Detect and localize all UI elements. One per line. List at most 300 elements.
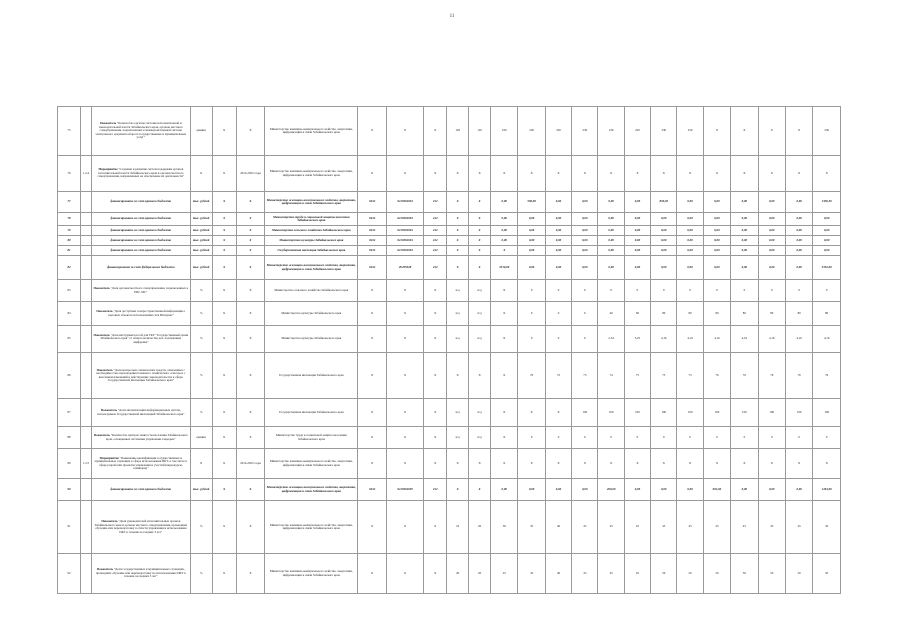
value-cell: 0 bbox=[731, 280, 758, 302]
value-cell: 0,00 bbox=[703, 256, 730, 280]
value-cell: 100 bbox=[703, 399, 730, 427]
value-cell: н/д bbox=[447, 399, 469, 427]
value-cell: Х bbox=[447, 479, 469, 501]
value-cell: Х bbox=[424, 399, 447, 427]
row-number: 87 bbox=[58, 399, 81, 427]
value-cell: 45 bbox=[624, 554, 650, 594]
value-cell: Х bbox=[469, 449, 491, 479]
value-cell: 76 bbox=[758, 353, 785, 399]
value-cell: 0,00 bbox=[545, 213, 571, 226]
value-cell: 242 bbox=[424, 226, 447, 236]
value-cell: 0,00 bbox=[624, 213, 650, 226]
table-row bbox=[58, 192, 841, 213]
value-cell: Х bbox=[491, 427, 518, 449]
value-cell: 0 bbox=[624, 280, 650, 302]
value-cell: 0,00 bbox=[731, 213, 758, 226]
value-cell: 0,00 bbox=[624, 256, 650, 280]
value-cell: 0,00 bbox=[518, 256, 545, 280]
row-name-text: "Доля автоматизации информационных систем, используемых Государственной инспекцией Забайкальского края" bbox=[97, 408, 185, 416]
table-row bbox=[58, 236, 841, 246]
row-name-label: Мероприятие bbox=[98, 167, 118, 172]
row-name bbox=[91, 107, 190, 156]
cell-x: Х bbox=[212, 226, 236, 236]
table-row bbox=[58, 246, 841, 256]
value-cell: Х bbox=[677, 449, 703, 479]
value-cell: Х bbox=[731, 449, 758, 479]
value-cell: Х bbox=[469, 256, 491, 280]
value-cell: 0,00 bbox=[491, 213, 518, 226]
value-cell: Х bbox=[545, 449, 571, 479]
value-cell: 45 bbox=[813, 501, 841, 554]
value-cell: Х bbox=[386, 326, 423, 353]
value-cell: 0,00 bbox=[758, 236, 785, 246]
row-code bbox=[81, 256, 92, 280]
value-cell: 230 bbox=[651, 107, 677, 156]
value-cell: 0,00 bbox=[651, 246, 677, 256]
period-cell: 2014-2025 годы bbox=[236, 449, 265, 479]
value-cell: 0 bbox=[731, 427, 758, 449]
value-cell: 0,00 bbox=[518, 236, 545, 246]
page-number: 11 bbox=[449, 14, 455, 19]
value-cell: 0,00 bbox=[545, 256, 571, 280]
row-code bbox=[81, 107, 92, 156]
row-name-text: "Создание и развитие систем поддержки органов исполнительной власти Забайкальского края и органов местного самоуправления, направленных на обеспечение их деятельности" bbox=[97, 167, 185, 179]
unit-cell: тыс. рублей bbox=[190, 479, 212, 501]
value-cell: Х bbox=[598, 156, 624, 192]
value-cell: 4,16 bbox=[651, 326, 677, 353]
value-cell: Х bbox=[469, 479, 491, 501]
value-cell: 45 bbox=[703, 501, 730, 554]
unit-cell: % bbox=[190, 302, 212, 326]
value-cell: 0,00 bbox=[572, 213, 598, 226]
row-name bbox=[91, 156, 190, 192]
value-cell: 0,00 bbox=[624, 192, 650, 213]
value-cell: 0,00 bbox=[651, 479, 677, 501]
value-cell: Х bbox=[386, 156, 423, 192]
row-name-label: финансирование за счет краевого бюджета bbox=[110, 216, 172, 221]
value-cell: н/д bbox=[469, 427, 491, 449]
row-name-label: Показатель bbox=[93, 433, 110, 437]
value-cell: 242 bbox=[424, 213, 447, 226]
table-row bbox=[58, 280, 841, 302]
value-cell: Х bbox=[469, 156, 491, 192]
value-cell: Х bbox=[358, 107, 387, 156]
value-cell: 50 bbox=[758, 554, 785, 594]
row-name-text: "Доля доступных геопространственной информации о торговых объектах использования сети Интернет" bbox=[107, 309, 186, 317]
row-name-label: Мероприятие bbox=[99, 455, 119, 460]
value-cell: 0434 bbox=[358, 479, 387, 501]
value-cell: н/д bbox=[447, 280, 469, 302]
row-name-text: "Количество центров занятости населения Забайкальского края, оснащенных системами управления очередью" bbox=[106, 433, 188, 441]
value-cell: 0,00 bbox=[572, 192, 598, 213]
period-cell: Х bbox=[236, 479, 265, 501]
responsible-org: Государственная инспекция Забайкальского края bbox=[265, 353, 358, 399]
table-row bbox=[58, 501, 841, 554]
row-name-label: Показатель bbox=[96, 309, 113, 313]
value-cell: 0,00 bbox=[598, 246, 624, 256]
value-cell: Х bbox=[545, 156, 571, 192]
table-row bbox=[58, 107, 841, 156]
row-name bbox=[91, 501, 190, 554]
period-cell: Х bbox=[236, 236, 265, 246]
row-number: 81 bbox=[58, 246, 81, 256]
value-cell: Х bbox=[624, 449, 650, 479]
value-cell: 500,00 bbox=[518, 192, 545, 213]
value-cell: Х bbox=[358, 554, 387, 594]
value-cell: 2,54 bbox=[598, 326, 624, 353]
value-cell: 0,00 bbox=[785, 236, 812, 246]
value-cell: 100 bbox=[785, 399, 812, 427]
value-cell: Х bbox=[813, 449, 841, 479]
period-cell: 2014-2025 годы bbox=[236, 156, 265, 192]
row-name-label: Показатель bbox=[93, 332, 110, 337]
period-cell: Х bbox=[236, 226, 265, 236]
unit-cell: тыс. рублей bbox=[190, 192, 212, 213]
row-code bbox=[81, 501, 92, 554]
value-cell: 40 bbox=[545, 501, 571, 554]
value-cell: Х bbox=[572, 449, 598, 479]
row-code bbox=[81, 326, 92, 353]
value-cell: 75 bbox=[677, 353, 703, 399]
value-cell: Х bbox=[386, 353, 423, 399]
value-cell: 0,00 bbox=[545, 246, 571, 256]
value-cell: 0 bbox=[813, 280, 841, 302]
value-cell: 45 bbox=[677, 501, 703, 554]
row-name bbox=[91, 302, 190, 326]
program-table bbox=[57, 106, 841, 594]
value-cell: 0434 bbox=[358, 226, 387, 236]
value-cell: 35 bbox=[518, 501, 545, 554]
value-cell: 0 bbox=[703, 427, 730, 449]
value-cell: 0,00 bbox=[785, 256, 812, 280]
value-cell: 0,00 bbox=[731, 226, 758, 236]
row-name-label: финансирование за счет краевого бюджета bbox=[110, 486, 172, 491]
cell-x: Х bbox=[212, 427, 236, 449]
value-cell: 80 bbox=[703, 302, 730, 326]
row-code bbox=[81, 246, 92, 256]
value-cell: 0,00 bbox=[813, 236, 841, 246]
value-cell: н/д bbox=[469, 280, 491, 302]
responsible-org: Министерство жилищно-коммунального хозйства, энергетики, цифровизации и связи Забайкальского края bbox=[265, 479, 358, 501]
value-cell: Х bbox=[358, 427, 387, 449]
value-cell: 0,00 bbox=[572, 256, 598, 280]
value-cell: 230 bbox=[677, 107, 703, 156]
value-cell: 0 bbox=[651, 427, 677, 449]
value-cell: Х bbox=[491, 280, 518, 302]
value-cell: Х bbox=[518, 156, 545, 192]
value-cell: Х bbox=[358, 399, 387, 427]
value-cell: Х bbox=[469, 192, 491, 213]
value-cell: Х bbox=[651, 156, 677, 192]
period-cell: Х bbox=[236, 302, 265, 326]
period-cell: Х bbox=[236, 554, 265, 594]
row-number: 89 bbox=[58, 449, 81, 479]
value-cell: 220 bbox=[518, 107, 545, 156]
value-cell: 0 bbox=[758, 427, 785, 449]
value-cell: 0,00 bbox=[703, 236, 730, 246]
row-name-label: финансирование за счет краевого бюджета bbox=[110, 247, 172, 252]
responsible-org: Министерство жилищно-коммунального хозйства, энергетики, цифровизации и связи Забайкальского края bbox=[265, 501, 358, 554]
value-cell: 0 bbox=[677, 427, 703, 449]
unit-cell: Х bbox=[190, 156, 212, 192]
row-code bbox=[81, 236, 92, 246]
value-cell: 0,00 bbox=[651, 236, 677, 246]
responsible-org: Министерство культуры Забайкальского края bbox=[265, 326, 358, 353]
unit-cell: единиц bbox=[190, 107, 212, 156]
responsible-org: Министерство жилищно-коммунального хозйства, энергетики, цифровизации и связи Забайкальского края bbox=[265, 107, 358, 156]
value-cell: 100 bbox=[758, 399, 785, 427]
value-cell: 50 bbox=[651, 554, 677, 594]
value-cell: 74 bbox=[598, 353, 624, 399]
value-cell: 50 bbox=[703, 554, 730, 594]
value-cell: 120 bbox=[447, 107, 469, 156]
value-cell: 0,00 bbox=[545, 226, 571, 236]
value-cell: 4,16 bbox=[813, 326, 841, 353]
value-cell: 0410304904 bbox=[386, 226, 423, 236]
cell-x: Х bbox=[212, 280, 236, 302]
value-cell: Х bbox=[572, 156, 598, 192]
value-cell: 0 bbox=[703, 280, 730, 302]
value-cell: 0,00 bbox=[731, 479, 758, 501]
value-cell: Х bbox=[386, 280, 423, 302]
row-name bbox=[91, 554, 190, 594]
row-code bbox=[81, 302, 92, 326]
value-cell: Х bbox=[447, 353, 469, 399]
period-cell: Х bbox=[236, 399, 265, 427]
value-cell: Х bbox=[785, 449, 812, 479]
row-name bbox=[91, 449, 190, 479]
unit-cell: единиц bbox=[190, 427, 212, 449]
value-cell: 0 bbox=[518, 302, 545, 326]
value-cell: Х bbox=[469, 236, 491, 246]
row-number: 86 bbox=[58, 353, 81, 399]
value-cell: 45 bbox=[758, 501, 785, 554]
value-cell: 4,16 bbox=[758, 326, 785, 353]
value-cell: 0,00 bbox=[518, 213, 545, 226]
row-number: 92 bbox=[58, 554, 81, 594]
value-cell: Х bbox=[598, 449, 624, 479]
value-cell: 75 bbox=[651, 353, 677, 399]
row-name-text: "Доля органов местного самоуправления, подключенных к ЕИС МС" bbox=[109, 286, 189, 294]
value-cell: Х bbox=[651, 449, 677, 479]
value-cell: 20455028 bbox=[386, 256, 423, 280]
value-cell: Х bbox=[424, 501, 447, 554]
table-row bbox=[58, 449, 841, 479]
responsible-org: Государственная инспекция Забайкальского края bbox=[265, 246, 358, 256]
value-cell: Х bbox=[424, 107, 447, 156]
unit-cell: % bbox=[190, 353, 212, 399]
value-cell: 0,00 bbox=[785, 226, 812, 236]
value-cell: 0,00 bbox=[813, 226, 841, 236]
value-cell: 242 bbox=[424, 192, 447, 213]
value-cell: Х bbox=[731, 156, 758, 192]
cell-x: Х bbox=[212, 399, 236, 427]
cell-x: Х bbox=[212, 501, 236, 554]
value-cell: 0,00 bbox=[785, 479, 812, 501]
cell-x: Х bbox=[212, 156, 236, 192]
value-cell: 76 bbox=[785, 353, 812, 399]
value-cell: 50 bbox=[731, 554, 758, 594]
value-cell: 0,00 bbox=[703, 192, 730, 213]
value-cell: Х bbox=[358, 156, 387, 192]
value-cell: 830,30 bbox=[651, 192, 677, 213]
value-cell: 0,00 bbox=[703, 246, 730, 256]
value-cell: 50 bbox=[785, 554, 812, 594]
row-name bbox=[91, 427, 190, 449]
row-number: 90 bbox=[58, 479, 81, 501]
value-cell: 0 bbox=[813, 427, 841, 449]
row-name bbox=[91, 213, 190, 226]
row-code bbox=[81, 192, 92, 213]
table-row bbox=[58, 156, 841, 192]
value-cell: Х bbox=[624, 156, 650, 192]
value-cell: 0,00 bbox=[703, 226, 730, 236]
row-name-label: Показатель bbox=[101, 519, 118, 523]
value-cell: 0,00 bbox=[731, 246, 758, 256]
period-cell: Х bbox=[236, 192, 265, 213]
row-code: 1.2.4 bbox=[81, 156, 92, 192]
value-cell: 0,00 bbox=[785, 246, 812, 256]
value-cell: Х bbox=[358, 353, 387, 399]
value-cell: 40 bbox=[545, 554, 571, 594]
value-cell: 0,00 bbox=[677, 226, 703, 236]
value-cell: 73 bbox=[572, 353, 598, 399]
value-cell: 0 bbox=[545, 326, 571, 353]
cell-x: Х bbox=[212, 449, 236, 479]
value-cell: 0,00 bbox=[624, 246, 650, 256]
value-cell: Х bbox=[424, 280, 447, 302]
value-cell: Х bbox=[424, 449, 447, 479]
value-cell: Х bbox=[447, 246, 469, 256]
row-code bbox=[81, 479, 92, 501]
row-code bbox=[81, 554, 92, 594]
value-cell: 0 bbox=[598, 280, 624, 302]
unit-cell: тыс. рублей bbox=[190, 256, 212, 280]
value-cell: 0434 bbox=[358, 192, 387, 213]
row-number: 78 bbox=[58, 213, 81, 226]
period-cell: Х bbox=[236, 107, 265, 156]
table-row bbox=[58, 427, 841, 449]
value-cell: Х bbox=[424, 326, 447, 353]
value-cell: 76 bbox=[731, 353, 758, 399]
row-name bbox=[91, 226, 190, 236]
value-cell: 3,25 bbox=[624, 326, 650, 353]
value-cell: 4,16 bbox=[785, 326, 812, 353]
cell-x: Х bbox=[212, 107, 236, 156]
value-cell: 0,00 bbox=[677, 192, 703, 213]
value-cell: 0,00 bbox=[491, 226, 518, 236]
value-cell: 0410304904 bbox=[386, 246, 423, 256]
value-cell: 0,00 bbox=[651, 256, 677, 280]
responsible-org: Министерство культуры Забайкальского края bbox=[265, 236, 358, 246]
period-cell: Х bbox=[236, 246, 265, 256]
value-cell: 50 bbox=[813, 554, 841, 594]
row-name-label: Показатель bbox=[96, 567, 114, 572]
row-code bbox=[81, 399, 92, 427]
value-cell: 0 bbox=[545, 302, 571, 326]
cell-x: Х bbox=[212, 246, 236, 256]
value-cell: Х bbox=[424, 353, 447, 399]
value-cell: Х bbox=[545, 399, 571, 427]
value-cell: Х bbox=[447, 192, 469, 213]
table-row bbox=[58, 213, 841, 226]
row-name-label: Показатель bbox=[96, 367, 113, 372]
value-cell: Х bbox=[424, 554, 447, 594]
value-cell: 0434 bbox=[358, 236, 387, 246]
value-cell: Х bbox=[469, 213, 491, 226]
value-cell: 0,00 bbox=[785, 192, 812, 213]
value-cell: 230 bbox=[572, 107, 598, 156]
value-cell: 0,00 bbox=[758, 256, 785, 280]
unit-cell: тыс. рублей bbox=[190, 236, 212, 246]
value-cell: н/д bbox=[447, 302, 469, 326]
value-cell: 80 bbox=[813, 302, 841, 326]
cell-x: Х bbox=[212, 353, 236, 399]
value-cell: Х bbox=[469, 226, 491, 236]
row-number: 79 bbox=[58, 226, 81, 236]
row-code bbox=[81, 280, 92, 302]
unit-cell: % bbox=[190, 280, 212, 302]
row-name bbox=[91, 256, 190, 280]
value-cell: 0 bbox=[572, 326, 598, 353]
row-name-text: "Доля государственных и муниципальных служащих, прошедших обучение или переподготовку по использованию ИКТ в течение последних 3 лет" bbox=[95, 567, 186, 579]
value-cell: 50 bbox=[677, 554, 703, 594]
value-cell: 80 bbox=[651, 302, 677, 326]
value-cell: 0,00 bbox=[677, 246, 703, 256]
value-cell: 1330,30 bbox=[813, 192, 841, 213]
row-code bbox=[81, 353, 92, 399]
value-cell: 20 bbox=[447, 554, 469, 594]
value-cell: 0434 bbox=[358, 213, 387, 226]
value-cell: Х bbox=[358, 326, 387, 353]
value-cell: 0,00 bbox=[598, 236, 624, 246]
value-cell: 220 bbox=[491, 107, 518, 156]
value-cell: Х bbox=[731, 107, 758, 156]
value-cell: Х bbox=[447, 226, 469, 236]
row-name bbox=[91, 326, 190, 353]
value-cell: 0,00 bbox=[545, 479, 571, 501]
value-cell: 0 bbox=[651, 280, 677, 302]
value-cell: 80 bbox=[758, 302, 785, 326]
responsible-org: Министерство жилищно-коммунального хозйства, энергетики, цифровизации и связи Забайкальского края bbox=[265, 449, 358, 479]
cell-x: Х bbox=[212, 256, 236, 280]
value-cell: Х bbox=[491, 326, 518, 353]
value-cell: Х bbox=[447, 256, 469, 280]
value-cell: 70 bbox=[518, 353, 545, 399]
value-cell: 4,16 bbox=[731, 326, 758, 353]
value-cell: Х bbox=[358, 280, 387, 302]
responsible-org: Министерство сельского хозяйства Забайкальского края bbox=[265, 280, 358, 302]
value-cell: Х bbox=[703, 107, 730, 156]
period-cell: Х bbox=[236, 501, 265, 554]
value-cell: 0,00 bbox=[758, 226, 785, 236]
value-cell: 0 bbox=[572, 280, 598, 302]
value-cell: Х bbox=[424, 302, 447, 326]
value-cell: 0410304904 bbox=[386, 236, 423, 246]
value-cell: 904,90 bbox=[703, 479, 730, 501]
row-number: 80 bbox=[58, 236, 81, 246]
value-cell: 0 bbox=[758, 280, 785, 302]
value-cell: 220 bbox=[624, 107, 650, 156]
value-cell: 230 bbox=[813, 107, 841, 156]
row-name bbox=[91, 246, 190, 256]
period-cell: Х bbox=[236, 256, 265, 280]
value-cell: 100 bbox=[598, 399, 624, 427]
value-cell: 0434 bbox=[358, 256, 387, 280]
cell-x: Х bbox=[212, 554, 236, 594]
value-cell: 0,00 bbox=[598, 256, 624, 280]
value-cell: 80 bbox=[677, 302, 703, 326]
